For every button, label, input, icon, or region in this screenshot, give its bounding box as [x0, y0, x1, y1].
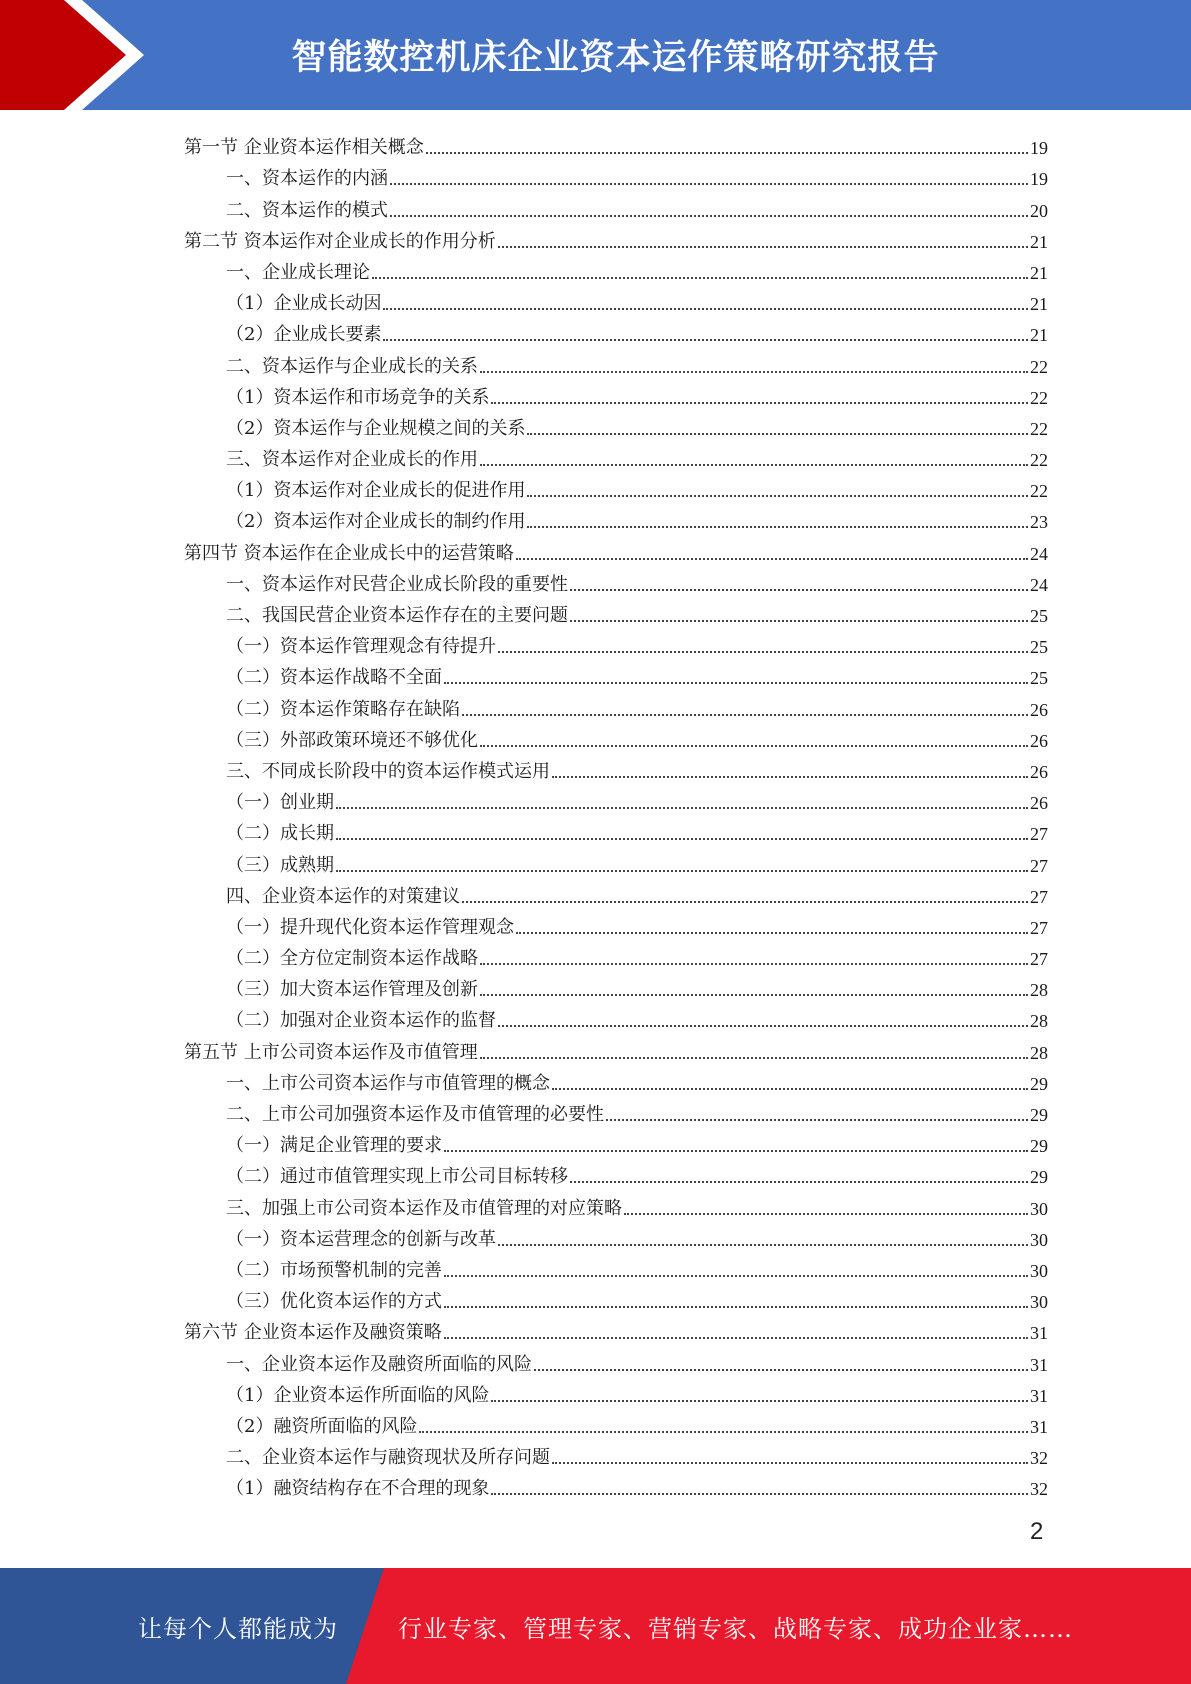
toc-dot-leader	[372, 277, 1028, 279]
toc-dot-leader	[570, 589, 1028, 591]
toc-dot-leader	[383, 308, 1028, 310]
toc-entry-page: 26	[1030, 730, 1048, 751]
toc-entry-page: 22	[1030, 418, 1048, 439]
toc-entry[interactable]	[184, 440, 1048, 471]
toc-dot-leader	[491, 402, 1028, 404]
toc-entry-title: 一、资本运作对民营企业成长阶段的重要性	[226, 573, 568, 595]
toc-entry[interactable]	[184, 346, 1048, 377]
toc-dot-leader	[498, 1025, 1028, 1027]
toc-entry[interactable]	[184, 1188, 1048, 1219]
toc-entry-title: （1）资本运作对企业成长的促进作用	[226, 480, 526, 502]
toc-dot-leader	[419, 1431, 1028, 1433]
toc-entry-title: 第二节 资本运作对企业成长的作用分析	[184, 230, 496, 252]
toc-entry-title: 一、企业成长理论	[226, 261, 370, 283]
footer-slogan: 让每个人都能成为	[138, 1614, 338, 1643]
toc-entry-title: （2）融资所面临的风险	[226, 1415, 418, 1437]
report-header	[0, 0, 1191, 110]
toc-entry-page: 27	[1030, 824, 1048, 845]
toc-entry-page: 22	[1030, 450, 1048, 471]
toc-entry-title: 三、资本运作对企业成长的作用	[226, 449, 478, 471]
toc-dot-leader	[491, 1493, 1028, 1495]
toc-entry-title: 四、企业资本运作的对策建议	[226, 885, 460, 907]
toc-entry[interactable]	[184, 284, 1048, 315]
toc-entry-title: （三）外部政策环境还不够优化	[226, 729, 478, 751]
toc-entry[interactable]	[184, 1095, 1048, 1126]
toc-entry-title: 二、上市公司加强资本运作及市值管理的必要性	[226, 1104, 604, 1125]
toc-entry-page: 28	[1030, 1042, 1048, 1063]
toc-dot-leader	[480, 745, 1028, 747]
toc-entry[interactable]	[184, 689, 1048, 720]
toc-entry[interactable]	[184, 1438, 1048, 1469]
toc-entry-title: （三）加大资本运作管理及创新	[226, 979, 478, 1001]
toc-entry-title: （1）企业资本运作所面临的风险	[226, 1384, 490, 1406]
toc-entry[interactable]	[184, 159, 1048, 190]
toc-dot-leader	[336, 807, 1028, 809]
toc-dot-leader	[480, 371, 1028, 373]
toc-entry-title: （1）资本运作和市场竞争的关系	[226, 386, 490, 408]
toc-entry[interactable]	[184, 471, 1048, 502]
toc-entry-page: 32	[1030, 1479, 1048, 1500]
toc-entry-title: （三）优化资本运作的方式	[226, 1291, 442, 1313]
toc-dot-leader	[498, 651, 1028, 653]
toc-entry-page: 21	[1030, 325, 1048, 346]
toc-entry-title: （2）资本运作对企业成长的制约作用	[226, 511, 526, 533]
toc-dot-leader	[606, 1119, 1028, 1121]
toc-dot-leader	[426, 152, 1028, 154]
toc-entry[interactable]	[184, 1282, 1048, 1313]
toc-dot-leader	[552, 1462, 1028, 1464]
toc-entry[interactable]	[184, 627, 1048, 658]
toc-entry[interactable]	[184, 533, 1048, 564]
toc-dot-leader	[444, 1306, 1028, 1308]
toc-dot-leader	[336, 838, 1028, 840]
toc-entry-page: 25	[1030, 637, 1048, 658]
toc-entry[interactable]	[184, 128, 1048, 159]
table-of-contents	[184, 128, 1048, 1500]
toc-entry-title: （一）资本运作管理观念有待提升	[226, 636, 496, 658]
toc-entry-title: 第五节 上市公司资本运作及市值管理	[184, 1041, 478, 1063]
toc-entry-page: 27	[1030, 949, 1048, 970]
toc-entry-title: （一）满足企业管理的要求	[226, 1135, 442, 1157]
toc-entry-title: 第一节 企业资本运作相关概念	[184, 137, 424, 159]
toc-dot-leader	[516, 932, 1028, 934]
toc-entry-title: 二、资本运作的模式	[226, 199, 388, 221]
toc-entry[interactable]	[184, 1126, 1048, 1157]
toc-entry[interactable]	[184, 783, 1048, 814]
toc-entry-page: 31	[1030, 1385, 1048, 1406]
toc-entry-page: 30	[1030, 1198, 1048, 1219]
toc-entry[interactable]	[184, 222, 1048, 253]
toc-dot-leader	[444, 1150, 1028, 1152]
toc-entry-page: 26	[1030, 699, 1048, 720]
toc-entry-page: 21	[1030, 262, 1048, 283]
toc-entry-title: 第四节 资本运作在企业成长中的运营策略	[184, 542, 514, 564]
toc-entry-page: 31	[1030, 1354, 1048, 1375]
toc-entry-page: 32	[1030, 1448, 1048, 1469]
toc-dot-leader	[480, 994, 1028, 996]
toc-dot-leader	[570, 620, 1028, 622]
toc-entry[interactable]	[184, 1469, 1048, 1500]
toc-entry[interactable]	[184, 315, 1048, 346]
toc-entry-title: （二）通过市值管理实现上市公司目标转移	[226, 1166, 568, 1188]
toc-entry-page: 21	[1030, 231, 1048, 252]
toc-entry-page: 28	[1030, 1011, 1048, 1032]
toc-entry[interactable]	[184, 1344, 1048, 1375]
toc-dot-leader	[527, 526, 1028, 528]
toc-entry-page: 28	[1030, 980, 1048, 1001]
toc-entry-title: 三、加强上市公司资本运作及市值管理的对应策略	[226, 1197, 622, 1219]
toc-entry[interactable]	[184, 1220, 1048, 1251]
toc-entry[interactable]	[184, 1032, 1048, 1063]
toc-entry-title: 第六节 企业资本运作及融资策略	[184, 1322, 442, 1344]
toc-entry-page: 29	[1030, 1073, 1048, 1094]
header-arrow-decoration	[0, 0, 160, 110]
toc-dot-leader	[534, 1369, 1028, 1371]
toc-dot-leader	[516, 558, 1028, 560]
toc-dot-leader	[383, 339, 1028, 341]
toc-dot-leader	[527, 433, 1028, 435]
toc-dot-leader	[480, 963, 1028, 965]
toc-entry[interactable]	[184, 814, 1048, 845]
toc-entry-page: 22	[1030, 356, 1048, 377]
toc-entry-title: （二）市场预警机制的完善	[226, 1259, 442, 1281]
toc-entry[interactable]	[184, 908, 1048, 939]
toc-entry-page: 30	[1030, 1292, 1048, 1313]
toc-entry-title: （二）全方位定制资本运作战略	[226, 948, 478, 970]
toc-entry[interactable]	[184, 253, 1048, 284]
toc-entry-title: （二）资本运作战略不全面	[226, 667, 442, 689]
toc-entry-page: 25	[1030, 606, 1048, 626]
toc-dot-leader	[444, 1337, 1028, 1339]
toc-entry[interactable]	[184, 409, 1048, 440]
toc-entry-title: （1）企业成长动因	[226, 293, 382, 315]
toc-entry-page: 25	[1030, 668, 1048, 689]
toc-dot-leader	[570, 1181, 1028, 1183]
report-title: 智能数控机床企业资本运作策略研究报告	[291, 38, 940, 78]
toc-entry-title: （一）提升现代化资本运作管理观念	[226, 916, 514, 938]
toc-entry-page: 26	[1030, 761, 1048, 782]
toc-entry-title: （一）创业期	[226, 792, 334, 814]
toc-dot-leader	[552, 776, 1028, 778]
toc-entry-page: 22	[1030, 481, 1048, 502]
toc-entry[interactable]	[184, 502, 1048, 533]
toc-entry-page: 19	[1030, 169, 1048, 190]
toc-entry-title: 一、企业资本运作及融资所面临的风险	[226, 1353, 532, 1375]
toc-entry-title: （一）资本运营理念的创新与改革	[226, 1228, 496, 1250]
toc-entry-page: 31	[1030, 1323, 1048, 1344]
toc-dot-leader	[462, 714, 1028, 716]
toc-entry-page: 24	[1030, 543, 1048, 564]
toc-entry-page: 22	[1030, 387, 1048, 408]
toc-entry-page: 23	[1030, 512, 1048, 533]
toc-entry-title: （2）企业成长要素	[226, 324, 382, 346]
toc-entry-page: 24	[1030, 574, 1048, 595]
toc-entry-page: 27	[1030, 917, 1048, 938]
toc-entry-page: 30	[1030, 1229, 1048, 1250]
toc-entry[interactable]	[184, 1251, 1048, 1282]
toc-entry[interactable]	[184, 596, 1048, 627]
toc-dot-leader	[552, 1088, 1028, 1090]
toc-entry[interactable]	[184, 1407, 1048, 1438]
toc-dot-leader	[527, 495, 1028, 497]
toc-entry[interactable]	[184, 190, 1048, 221]
toc-entry[interactable]	[184, 1313, 1048, 1344]
toc-dot-leader	[462, 901, 1028, 903]
toc-entry-page: 21	[1030, 294, 1048, 315]
toc-entry-page: 27	[1030, 855, 1048, 876]
toc-entry[interactable]	[184, 1001, 1048, 1032]
toc-dot-leader	[480, 464, 1028, 466]
toc-dot-leader	[390, 215, 1028, 217]
toc-entry-page: 29	[1030, 1105, 1048, 1125]
toc-entry-title: 二、资本运作与企业成长的关系	[226, 355, 478, 377]
toc-dot-leader	[336, 870, 1028, 872]
toc-entry-page: 20	[1030, 200, 1048, 221]
toc-entry-title: 二、企业资本运作与融资现状及所存问题	[226, 1447, 550, 1469]
toc-entry[interactable]	[184, 752, 1048, 783]
toc-entry-page: 19	[1030, 138, 1048, 159]
toc-entry[interactable]	[184, 970, 1048, 1001]
toc-entry[interactable]	[184, 877, 1048, 908]
toc-entry-title: 三、不同成长阶段中的资本运作模式运用	[226, 760, 550, 782]
toc-entry-page: 29	[1030, 1136, 1048, 1157]
page-footer	[0, 1568, 1191, 1684]
toc-entry-title: 一、上市公司资本运作与市值管理的概念	[226, 1072, 550, 1094]
toc-entry-title: （二）成长期	[226, 823, 334, 845]
toc-entry[interactable]	[184, 1376, 1048, 1407]
toc-entry-title: （二）加强对企业资本运作的监督	[226, 1010, 496, 1032]
toc-entry[interactable]	[184, 565, 1048, 596]
toc-entry[interactable]	[184, 721, 1048, 752]
toc-entry-title: （二）资本运作策略存在缺陷	[226, 698, 460, 720]
toc-entry[interactable]	[184, 939, 1048, 970]
toc-entry-page: 30	[1030, 1260, 1048, 1281]
toc-entry-title: （1）融资结构存在不合理的现象	[226, 1478, 490, 1500]
toc-dot-leader	[498, 1244, 1028, 1246]
toc-dot-leader	[498, 246, 1028, 248]
toc-dot-leader	[624, 1213, 1028, 1215]
toc-entry-page: 31	[1030, 1416, 1048, 1437]
toc-entry[interactable]	[184, 1157, 1048, 1188]
toc-entry[interactable]	[184, 1064, 1048, 1095]
toc-dot-leader	[491, 1400, 1028, 1402]
footer-tagline: 行业专家、管理专家、营销专家、战略专家、成功企业家……	[398, 1614, 1073, 1643]
toc-entry-page: 27	[1030, 886, 1048, 907]
toc-entry-title: （2）资本运作与企业规模之间的关系	[226, 417, 526, 439]
toc-dot-leader	[444, 682, 1028, 684]
toc-entry[interactable]	[184, 378, 1048, 409]
toc-entry[interactable]	[184, 658, 1048, 689]
toc-entry-title: （三）成熟期	[226, 854, 334, 876]
page-number: 2	[1030, 1518, 1044, 1545]
toc-dot-leader	[444, 1275, 1028, 1277]
toc-entry-page: 26	[1030, 793, 1048, 814]
toc-entry-title: 一、资本运作的内涵	[226, 168, 388, 190]
toc-dot-leader	[390, 183, 1028, 185]
toc-dot-leader	[480, 1057, 1028, 1059]
toc-entry-title: 二、我国民营企业资本运作存在的主要问题	[226, 605, 568, 626]
toc-entry[interactable]	[184, 845, 1048, 876]
toc-entry-page: 29	[1030, 1167, 1048, 1188]
